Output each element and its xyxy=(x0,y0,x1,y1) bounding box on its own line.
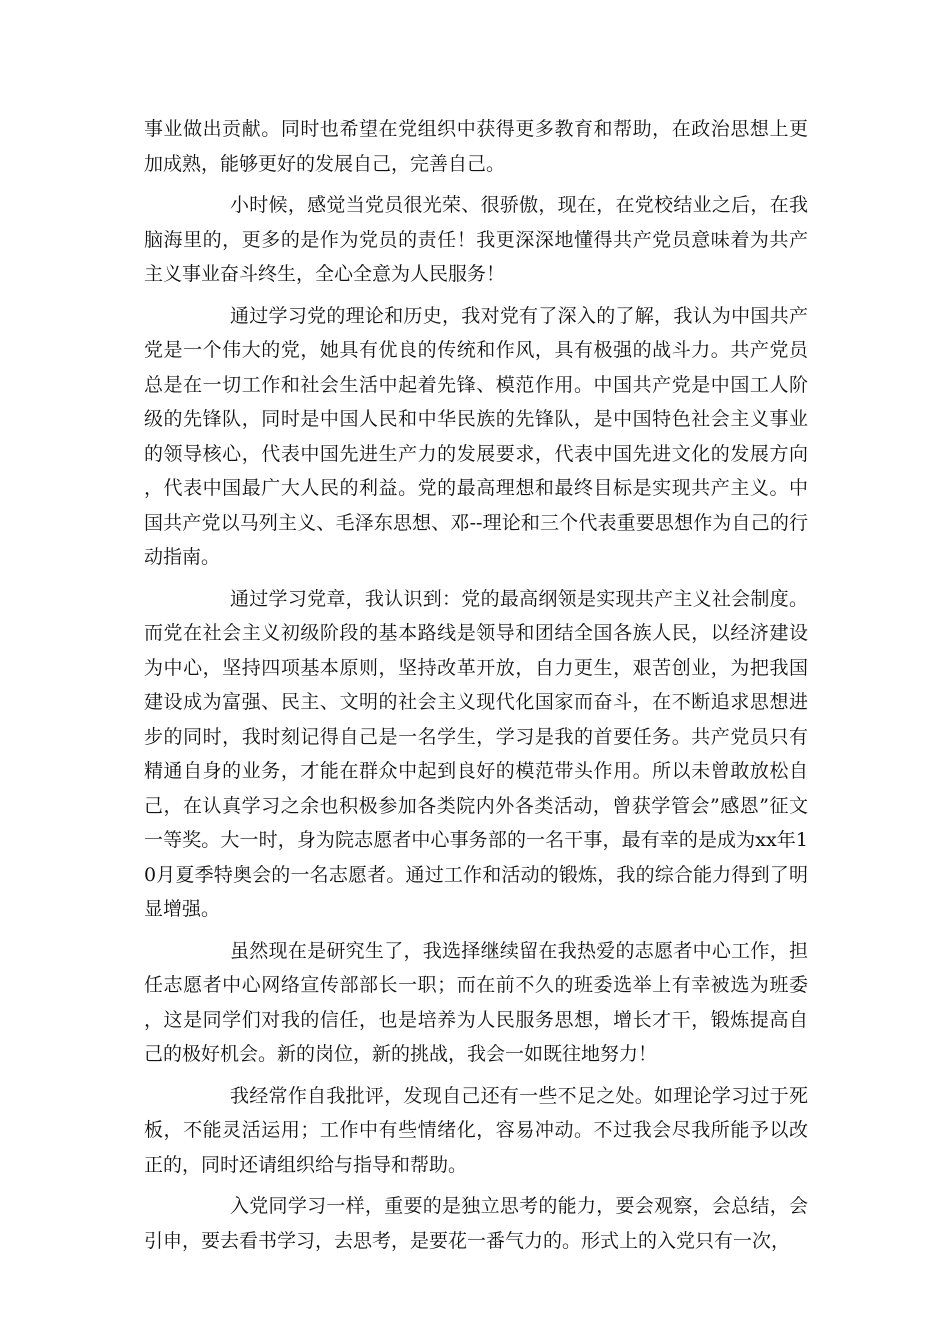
paragraph-2: 小时候，感觉当党员很光荣、很骄傲，现在，在党校结业之后，在我脑海里的，更多的是作为党员的责任！我更深深地懂得共产党员意味着为共产主义事业奋斗终生，全心全意为人民服务！ xyxy=(144,194,808,285)
paragraph-4: 通过学习党章，我认识到：党的最高纲领是实现共产主义社会制度。而党在社会主义初级阶段的基本路线是领导和团结全国各族人民，以经济建设为中心，坚持四项基本原则，坚持改革开放，自力更生，艰苦创业，为把我国建设成为富强、民主、文明的社会主义现代化国家而奋斗，在不断追求思想进步的同时，我时刻记得自己是一名学生，学习是我的首要任务。共产党员只有精通自身的业务，才能在群众中起到良好的模范带头作用。所以未曾敢放松自己，在认真学习之余也积极参加各类院内外各类活动，曾获学管会”感恩”征文一等奖。大一时，身为院志愿者中心事务部的一名干事，最有幸的是成为xx年10月夏季特奥会的一名志愿者。通过工作和活动的锻炼，我的综合能力得到了明显增强。 xyxy=(144,587,808,920)
paragraph-3: 通过学习党的理论和历史，我对党有了深入的了解，我认为中国共产党是一个伟大的党，她具有优良的传统和作风，具有极强的战斗力。共产党员总是在一切工作和社会生活中起着先锋、模范作用。中国共产党是中国工人阶级的先锋队，同时是中国人民和中华民族的先锋队，是中国特色社会主义事业的领导核心，代表中国先进生产力的发展要求，代表中国先进文化的发展方向，代表中国最广大人民的利益。党的最高理想和最终目标是实现共产主义。中国共产党以马列主义、毛泽东思想、邓--理论和三个代表重要思想作为自己的行动指南。 xyxy=(144,304,808,568)
paragraph-5: 虽然现在是研究生了，我选择继续留在我热爱的志愿者中心工作，担任志愿者中心网络宣传部部长一职；而在前不久的班委选举上有幸被选为班委，这是同学们对我的信任，也是培养为人民服务思想，增长才干，锻炼提高自己的极好机会。新的岗位，新的挑战，我会一如既往地努力！ xyxy=(144,939,808,1065)
paragraph-6: 我经常作自我批评，发现自己还有一些不足之处。如理论学习过于死板，不能灵活运用；工作中有些情绪化，容易冲动。不过我会尽我所能予以改正的，同时还请组织给与指导和帮助。 xyxy=(144,1084,808,1176)
paragraph-1: 事业做出贡献。同时也希望在党组织中获得更多教育和帮助，在政治思想上更加成熟，能够更好的发展自己，完善自己。 xyxy=(144,118,808,175)
paragraph-7: 入党同学习一样，重要的是独立思考的能力，要会观察，会总结，会引申，要去看书学习，去思考，是要花一番气力的。形式上的入党只有一次， xyxy=(144,1195,808,1252)
document-body xyxy=(144,112,808,1265)
